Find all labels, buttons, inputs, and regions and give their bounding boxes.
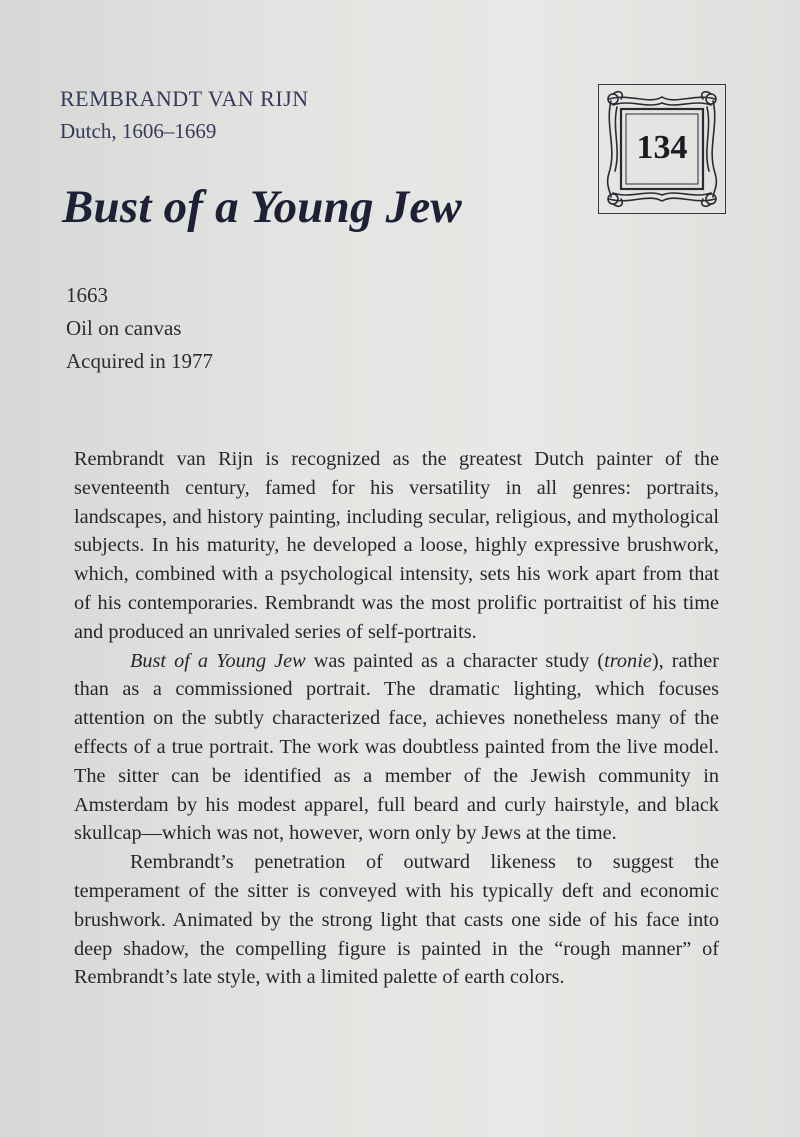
description-text-span: ), rather than as a commissioned portrait. The dramatic lighting, which focuses attention on the subtly characterized face, achieves nonetheless many of the effects of a true portrait. The work was doubtless painted from the live model. The sitter can be identified as a member of the Jewish community in Amsterdam by his modest apparel, full beard and curly hairstyle, and black skullcap—which was not, however, worn only by Jews at the time. bbox=[74, 649, 720, 845]
description-text bbox=[74, 445, 719, 992]
catalog-number-box bbox=[598, 84, 726, 214]
artwork-title: Bust of a Young Jew bbox=[62, 181, 462, 233]
artwork-year: 1663 bbox=[66, 283, 108, 307]
artwork-medium: Oil on canvas bbox=[66, 316, 182, 340]
artwork-title-reference: Bust of a Young Jew bbox=[130, 649, 306, 672]
artist-name: REMBRANDT VAN RIJN bbox=[60, 86, 309, 111]
description-paragraph bbox=[74, 647, 719, 849]
artist-nationality-dates: Dutch, 1606–1669 bbox=[60, 119, 217, 143]
catalog-number: 134 bbox=[636, 129, 688, 166]
description-paragraph: Rembrandt van Rijn is recognized as the greatest Dutch painter of the seventeenth century, famed for his versatility in all genres: portraits, landscapes, and history painting, including secular, religious, and mythological subjects. In his maturity, he developed a loose, highly expressive brushwork, which, combined with a psychological intensity, sets his work apart from that of his contemporaries. Rembrandt was the most prolific portraitist of his time and produced an unrivaled series of self-portraits. bbox=[74, 448, 719, 643]
description-text-span: was painted as a character study ( bbox=[305, 649, 605, 672]
description-paragraph: Rembrandt’s penetration of outward likeness to suggest the temperament of the sitter is conveyed with his typically deft and economic brushwork. Animated by the strong light that casts one side of his face into deep shadow, the compelling figure is painted in the “rough manner” of Rembrandt’s late style, with a limited palette of earth colors. bbox=[74, 851, 719, 989]
acquisition-date: Acquired in 1977 bbox=[66, 349, 213, 373]
tronie-term: tronie bbox=[604, 649, 652, 672]
